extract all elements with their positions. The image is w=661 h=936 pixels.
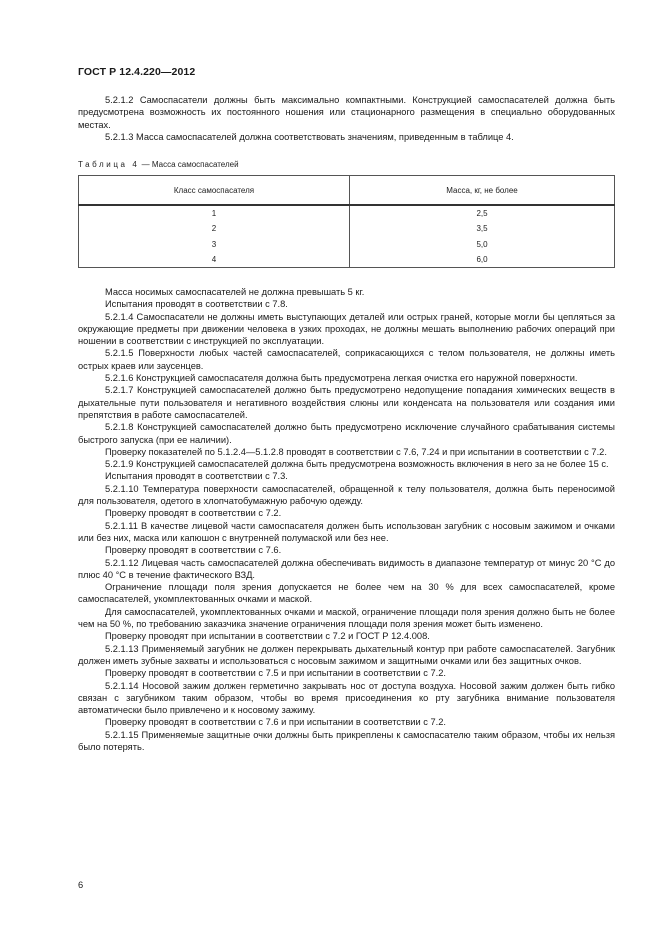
clause-5-2-1-2: 5.2.1.2 Самоспасатели должны быть максимально компактными. Конструкцией самоспасателей должна быть предусмотрена возможность их постоянного ношения или стационарного размещения в специально оборудованных местах. (78, 95, 615, 130)
clause-5-2-1-15: 5.2.1.15 Применяемые защитные очки должны быть прикреплены к самоспасателю таким образом, чтобы их нельзя было потерять. (78, 729, 615, 752)
paragraph: Испытания проводят в соответствии с 7.3. (105, 471, 288, 482)
page-number: 6 (78, 880, 84, 890)
paragraph: Ограничение площади поля зрения допускается не более чем на 30 % для всех самоспасателей, кроме самоспасателей, укомплектованных очками и маской. (78, 582, 615, 605)
column-header-mass: Масса, кг, не более (350, 176, 615, 206)
paragraph: Проверку показателей по 5.1.2.4—5.1.2.8 проводят в соответствии с 7.6, 7.24 и при испытании в соответствии с 7.2. (105, 446, 607, 457)
clause-5-2-1-8: 5.2.1.8 Конструкцией самоспасателей должно быть предусмотрено исключение случайного срабатывания системы быстрого запуска (при ее наличии). (78, 422, 615, 445)
clause-5-2-1-9: 5.2.1.9 Конструкцией самоспасателей должна быть предусмотрена возможность включения в него за не более 15 с. (105, 459, 609, 470)
table-header-row (79, 176, 615, 206)
clause-5-2-1-11: 5.2.1.11 В качестве лицевой части самоспасателя должен быть использован загубник с носовым зажимом и очками или без них, маска или капюшон с внутренней полумаской или без нее. (78, 520, 615, 543)
mass-table (78, 175, 615, 268)
clause-5-2-1-4: 5.2.1.4 Самоспасатели не должны иметь выступающих деталей или острых граней, которые могли бы цепляться за окружающие предметы при движении человека в узких проходах, не должны мешать выполнению рабочих операций при ношении в соответствии с инструкцией по эксплуатации. (78, 311, 615, 347)
column-header-class: Класс самоспасателя (79, 176, 350, 206)
clause-5-2-1-14: 5.2.1.14 Носовой зажим должен герметично закрывать нос от доступа воздуха. Носовой зажим должен быть гибко связан с загубником таким образом, чтобы во время присоединения ко рту загубника внимание пользователя автоматически было привлечено и к носовому зажиму. (78, 680, 615, 716)
paragraph: Проверку проводят в соответствии с 7.6 и при испытании в соответствии с 7.2. (105, 717, 446, 728)
table-cell-mass: 5,0 (350, 237, 615, 252)
clause-5-2-1-5: 5.2.1.5 Поверхности любых частей самоспасателей, соприкасающихся с телом пользователя, не должны иметь острых краев или заусенцев. (78, 348, 615, 371)
table-row (79, 252, 615, 268)
table-cell-class: 4 (79, 252, 350, 268)
table-cell-mass: 3,5 (350, 221, 615, 236)
table-caption-label: Таблица 4 (78, 160, 140, 169)
table-cell-class: 3 (79, 237, 350, 252)
table-row (79, 221, 615, 236)
paragraph: Проверку проводят при испытании в соответствии с 7.2 и ГОСТ Р 12.4.008. (105, 631, 430, 642)
clause-5-2-1-6: 5.2.1.6 Конструкцией самоспасателя должна быть предусмотрена легкая очистка его наружной поверхности. (105, 373, 578, 384)
clause-5-2-1-13: 5.2.1.13 Применяемый загубник не должен перекрывать дыхательный контур при работе самоспасателей. Загубник должен иметь зубные захваты и использоваться с носовым зажимом и защитными очками или без защитных очков. (78, 643, 615, 666)
table-caption-title: — Масса самоспасателей (139, 160, 239, 169)
clause-5-2-1-12: 5.2.1.12 Лицевая часть самоспасателей должна обеспечивать видимость в диапазоне температур от минус 20 °С до плюс 40 °С в течение фактического ВЗД. (78, 557, 615, 580)
table-cell-mass: 2,5 (350, 205, 615, 221)
table-row (79, 237, 615, 252)
table-cell-class: 1 (79, 205, 350, 221)
document-header: ГОСТ Р 12.4.220—2012 (78, 66, 196, 78)
paragraph: Для самоспасателей, укомплектованных очками и маской, ограничение площади поля зрения должно быть не более чем на 50 %, по требованию заказчика значение ограничения площади поля зрения может быть изменено. (78, 606, 615, 630)
paragraph: Проверку проводят в соответствии с 7.5 и при испытании в соответствии с 7.2. (105, 668, 446, 679)
clause-5-2-1-10: 5.2.1.10 Температура поверхности самоспасателей, обращенной к телу пользователя, должна быть переносимой для пользователя, одетого в хлопчатобумажную рабочую одежду. (78, 483, 615, 507)
paragraph: Масса носимых самоспасателей не должна превышать 5 кг. (105, 287, 365, 297)
table-row (79, 205, 615, 221)
paragraph: Проверку проводят в соответствии с 7.6. (105, 545, 282, 556)
body-text (78, 286, 615, 753)
table-cell-class: 2 (79, 221, 350, 236)
table-caption (78, 160, 239, 169)
intro-text (78, 94, 615, 143)
paragraph: Проверку проводят в соответствии с 7.2. (105, 508, 282, 519)
table-cell-mass: 6,0 (350, 252, 615, 268)
paragraph: Испытания проводят в соответствии с 7.8. (105, 299, 288, 310)
clause-5-2-1-3: 5.2.1.3 Масса самоспасателей должна соответствовать значениям, приведенным в таблице 4. (105, 131, 514, 142)
clause-5-2-1-7: 5.2.1.7 Конструкцией самоспасателей должно быть предусмотрено недопущение попадания химических веществ в дыхательные пути пользователя и негативного воздействия слюны или конденсата на пользователя или создания ими препятствия в работе самоспасателей. (78, 385, 615, 420)
